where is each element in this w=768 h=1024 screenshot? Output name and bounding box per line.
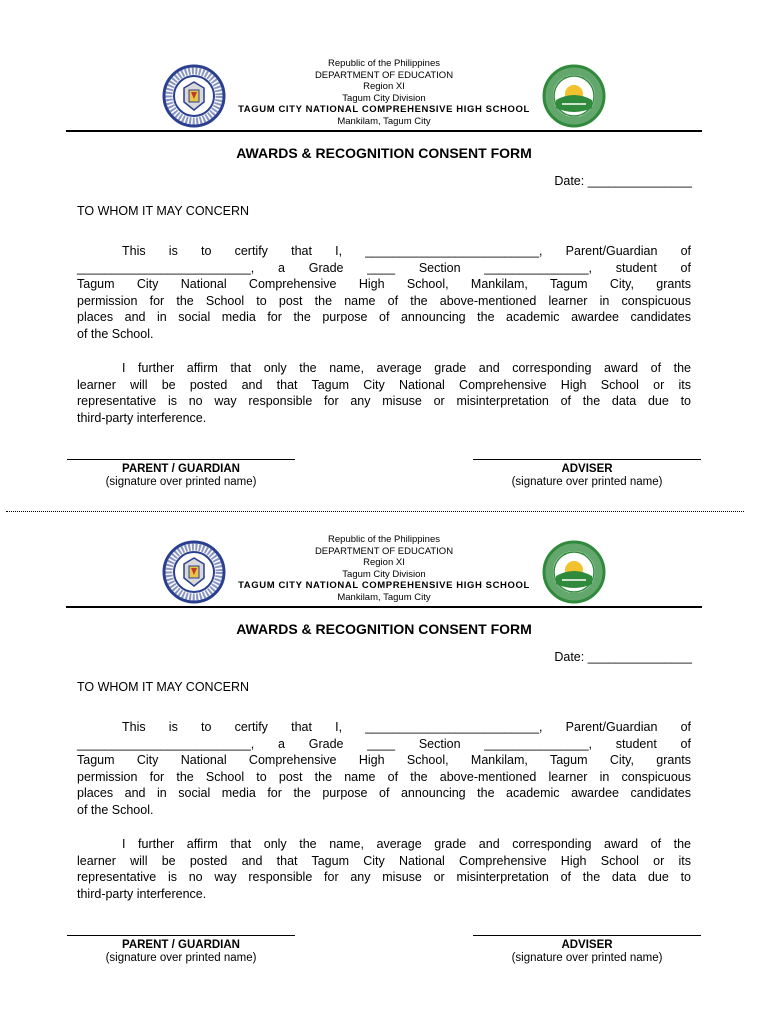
header-address: Mankilam, Tagum City (337, 591, 431, 603)
letterhead (0, 58, 768, 127)
paragraph-line: Tagum City National Comprehensive High School, Mankilam, Tagum City, grants (77, 277, 691, 291)
paragraph-line: This is to certify that I, _________________________, Parent/Guardian of (122, 244, 691, 258)
consent-form-bottom (0, 476, 768, 976)
signature-line (67, 459, 295, 460)
date-field: Date: _______________ (554, 650, 692, 664)
certification-paragraph (77, 719, 691, 818)
adviser-signature-note: (signature over printed name) (511, 952, 663, 964)
date-field: Date: _______________ (554, 174, 692, 188)
header-region: Region XI (363, 81, 405, 92)
salutation: TO WHOM IT MAY CONCERN (77, 680, 249, 694)
parent-signature-note: (signature over printed name) (105, 952, 257, 964)
paragraph-line: places and in social media for the purpose of announcing the academic awardee candidates (77, 310, 691, 324)
paragraph-line: third-party interference. (77, 886, 207, 901)
paragraph-line: This is to certify that I, _________________________, Parent/Guardian of (122, 720, 691, 734)
paragraph-line: learner will be posted and that Tagum City National Comprehensive High School or its (77, 377, 691, 392)
header-school-name: TAGUM CITY NATIONAL COMPREHENSIVE HIGH SCHOOL (238, 104, 530, 115)
paragraph-line: representative is no way responsible for any misuse or misinterpretation of the data due to (77, 870, 691, 884)
adviser-role-label: ADVISER (561, 939, 613, 951)
paragraph-line: permission for the School to post the name of the above-mentioned learner in conspicuous (77, 769, 691, 784)
paragraph-line: _________________________, a Grade ____ Section _______________, student of (77, 260, 691, 275)
adviser-signature-note: (signature over printed name) (511, 476, 663, 488)
parent-role-label: PARENT / GUARDIAN (122, 939, 240, 951)
paragraph-line: of the School. (77, 802, 154, 817)
salutation: TO WHOM IT MAY CONCERN (77, 204, 249, 218)
form-title: AWARDS & RECOGNITION CONSENT FORM (236, 145, 532, 161)
paragraph-line: I further affirm that only the name, average grade and corresponding award of the (122, 361, 691, 375)
paragraph-line: permission for the School to post the name of the above-mentioned learner in conspicuous (77, 293, 691, 308)
paragraph-line: of the School. (77, 326, 154, 341)
paragraph-line: learner will be posted and that Tagum City National Comprehensive High School or its (77, 853, 691, 868)
form-title: AWARDS & RECOGNITION CONSENT FORM (236, 621, 532, 637)
paragraph-line: _________________________, a Grade ____ Section _______________, student of (77, 736, 691, 751)
certification-paragraph (77, 243, 691, 342)
parent-signature-block (67, 935, 295, 965)
adviser-role-label: ADVISER (561, 463, 613, 475)
affirmation-paragraph (77, 360, 691, 426)
header-department: DEPARTMENT OF EDUCATION (314, 545, 454, 557)
header-republic: Republic of the Philippines (328, 534, 440, 545)
paragraph-line: representative is no way responsible for any misuse or misinterpretation of the data due to (77, 394, 691, 408)
signature-line (473, 459, 701, 460)
paragraph-line: third-party interference. (77, 410, 207, 425)
header-division: Tagum City Division (342, 92, 426, 104)
parent-signature-note: (signature over printed name) (105, 476, 257, 488)
header-divider (66, 130, 702, 132)
paragraph-line: places and in social media for the purpose of announcing the academic awardee candidates (77, 786, 691, 800)
consent-form-top (0, 0, 768, 500)
paragraph-line: Tagum City National Comprehensive High School, Mankilam, Tagum City, grants (77, 753, 691, 767)
school-seal-icon (542, 64, 606, 128)
header-division: Tagum City Division (342, 568, 426, 580)
adviser-signature-block (473, 935, 701, 965)
paragraph-line: I further affirm that only the name, average grade and corresponding award of the (122, 837, 691, 851)
header-address: Mankilam, Tagum City (337, 115, 431, 127)
parent-role-label: PARENT / GUARDIAN (122, 463, 240, 475)
signature-line (473, 935, 701, 936)
affirmation-paragraph (77, 836, 691, 902)
letterhead (0, 534, 768, 603)
school-seal-icon (542, 540, 606, 604)
header-republic: Republic of the Philippines (328, 58, 440, 69)
header-department: DEPARTMENT OF EDUCATION (314, 69, 454, 81)
header-divider (66, 606, 702, 608)
header-school-name: TAGUM CITY NATIONAL COMPREHENSIVE HIGH SCHOOL (238, 580, 530, 591)
signature-line (67, 935, 295, 936)
header-region: Region XI (363, 557, 405, 568)
